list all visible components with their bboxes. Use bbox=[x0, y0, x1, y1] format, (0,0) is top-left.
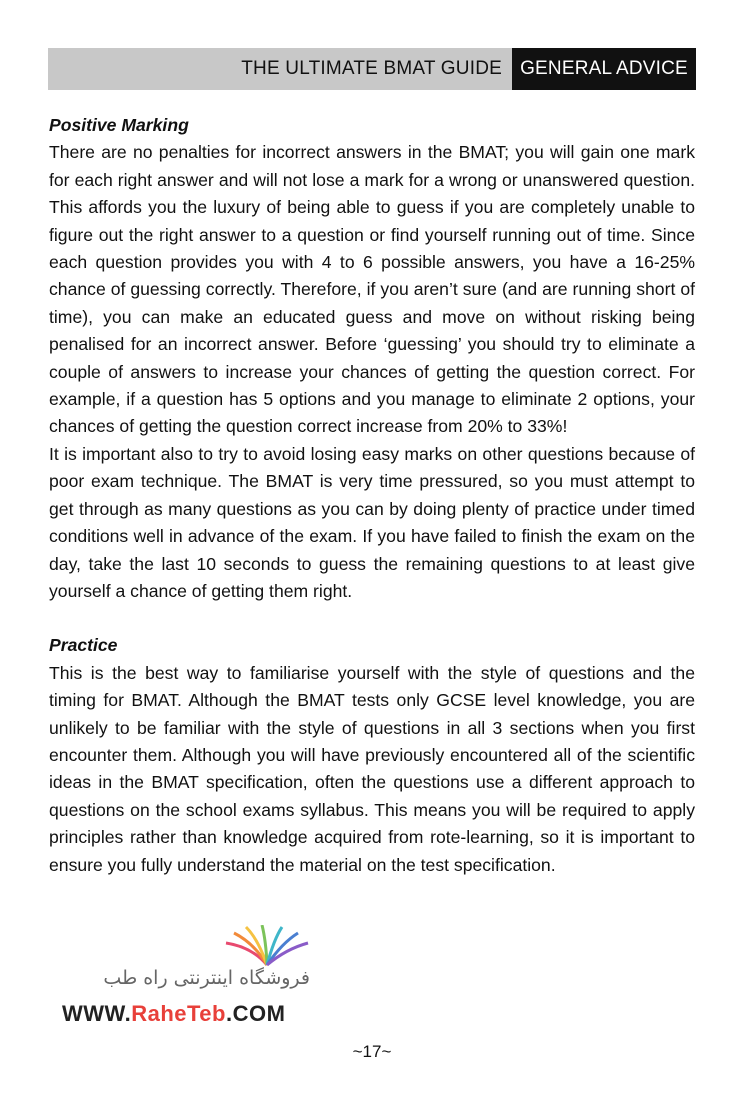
url-suffix: .COM bbox=[225, 1001, 286, 1026]
heading-practice: Practice bbox=[49, 635, 118, 656]
watermark-url bbox=[62, 1001, 285, 1027]
book-fan-icon bbox=[222, 925, 312, 969]
paragraph: It is important also to try to avoid losing easy marks on other questions because of poor exam technique. The BMAT is very time pressured, so you must attempt to get through as many questions as you can by doing plenty of practice under timed conditions well in advance of the exam. If you have failed to finish the exam on the day, take the last 10 seconds to guess the remaining questions to at least give yourself a chance of getting them right. bbox=[49, 443, 695, 601]
section-gap bbox=[49, 605, 695, 632]
section-title: GENERAL ADVICE bbox=[512, 48, 696, 90]
page-header bbox=[48, 48, 696, 90]
watermark-persian-text: فروشگاه اینترنتی راه طب bbox=[103, 967, 310, 989]
url-brand: RaheTeb bbox=[131, 1001, 226, 1026]
watermark-logo bbox=[60, 925, 320, 1025]
paragraph: This is the best way to familiarise yourself with the style of questions and the timing for BMAT. Although the BMAT tests only GCSE level knowledge, you are unlikely to be familiar with the style of questions in all 3 sections when you first encounter them. Although you will have previously encountered all of the scientific ideas in the BMAT specification, often the questions use a different approach to questions on the school exams syllabus. This means you will be required to apply principles rather than knowledge acquired from rote-learning, so it is important to ensure you fully understand the material on the test specification. bbox=[49, 662, 695, 875]
url-prefix: WWW. bbox=[62, 1001, 132, 1026]
page-number: ~17~ bbox=[352, 1042, 392, 1061]
paragraph: There are no penalties for incorrect answers in the BMAT; you will gain one mark for each right answer and will not lose a mark for a wrong or unanswered question. This affords you the luxury of being able to guess if you are completely unable to figure out the right answer to a question or find yourself running out of time. Since each question provides you with 4 to 6 possible answers, you have a 16-25% chance of guessing correctly. Therefore, if you aren’t sure (and are running short of time), you can make an educated guess and move on without risking being penalised for an incorrect answer. Before ‘guessing’ you should try to eliminate a couple of answers to increase your chances of getting the question correct. For example, if a question has 5 options and you manage to eliminate 2 options, your chances of getting the question correct increase from 20% to 33%! bbox=[49, 142, 695, 437]
page-content bbox=[49, 112, 695, 879]
heading-positive-marking: Positive Marking bbox=[49, 115, 189, 135]
book-title: THE ULTIMATE BMAT GUIDE bbox=[48, 48, 512, 90]
